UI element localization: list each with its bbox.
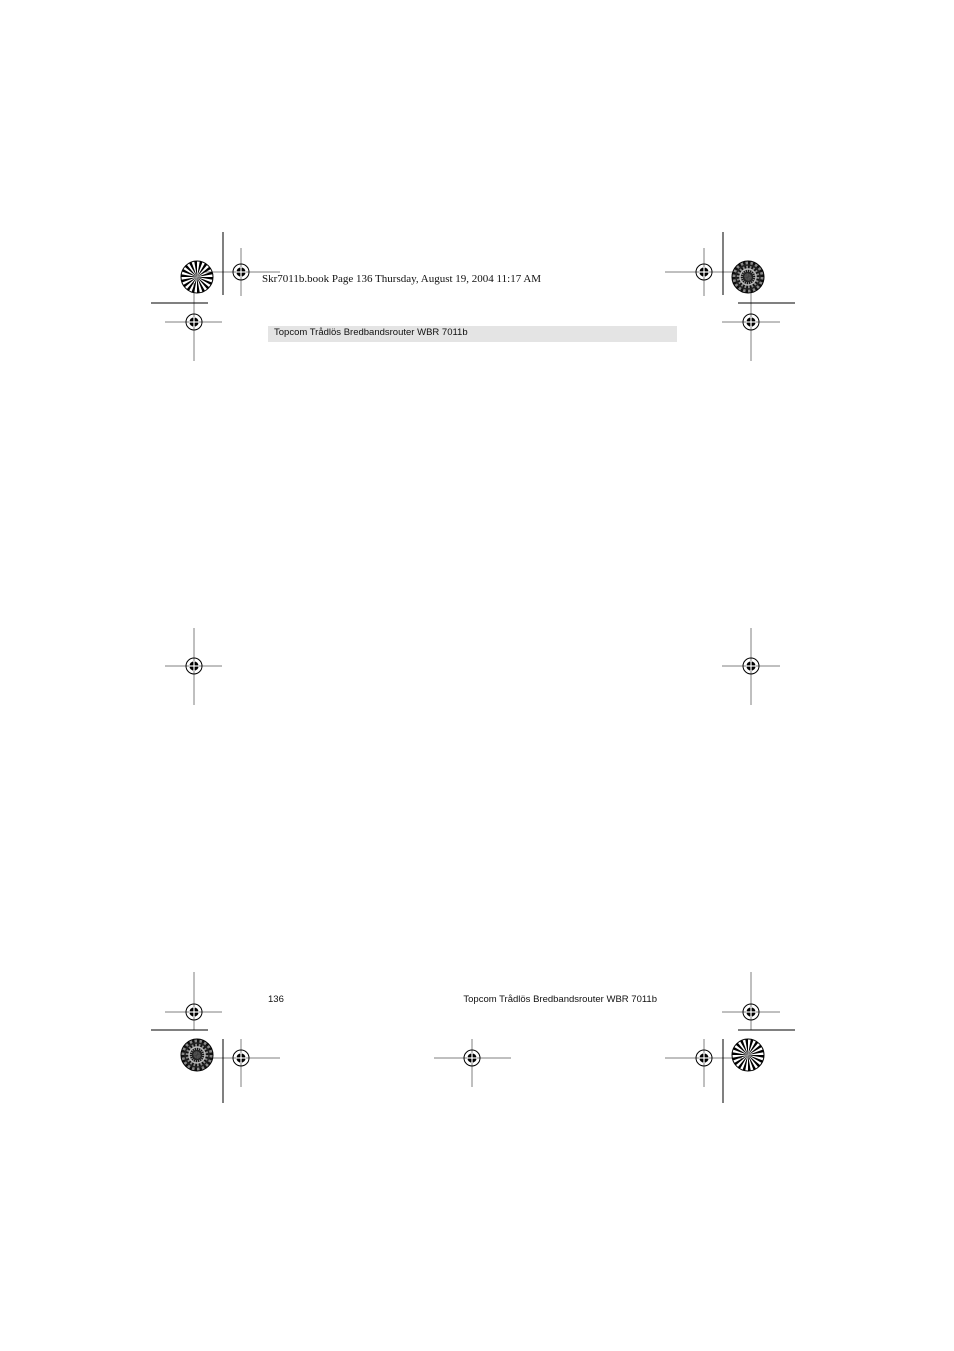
running-header-bar xyxy=(268,326,677,342)
registration-mark-icon xyxy=(186,264,759,1066)
footer-title: Topcom Trådlös Bredbandsrouter WBR 7011b xyxy=(463,994,657,1005)
crop-mark-icon xyxy=(151,232,795,1103)
crosshair-lines xyxy=(165,248,780,1087)
page-number: 136 xyxy=(268,994,284,1005)
starburst-target-icon xyxy=(732,261,764,293)
running-header: Topcom Trådlös Bredbandsrouter WBR 7011b xyxy=(274,327,468,338)
starburst-target-icon xyxy=(181,261,213,293)
slug-line: Skr7011b.book Page 136 Thursday, August 19, 2004 11:17 AM xyxy=(262,273,542,285)
starburst-target-icon xyxy=(732,1039,764,1071)
starburst-target-icon xyxy=(181,1039,213,1071)
